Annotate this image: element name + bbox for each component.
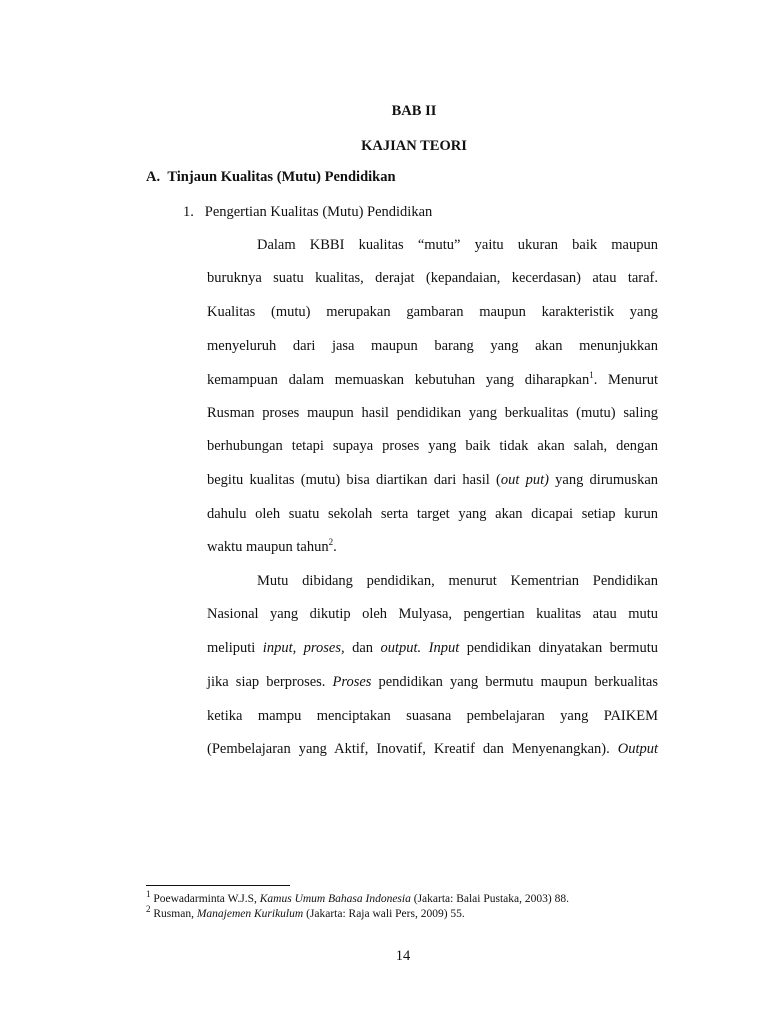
footnote-2 [146, 904, 465, 921]
paragraph-line [207, 469, 658, 491]
footnote-author: Rusman, [150, 908, 197, 920]
footnote-number: 2 [146, 904, 151, 915]
page-number: 14 [395, 948, 411, 964]
line-text: meliputi [207, 640, 263, 656]
footnote-separator [146, 885, 290, 886]
subsection-marker: 1. [183, 204, 194, 220]
section-heading-text: Tinjaun Kualitas (Mutu) Pendidikan [167, 169, 396, 185]
footnote-work: Kamus Umum Bahasa Indonesia [259, 893, 411, 905]
subsection-heading-text: Pengertian Kualitas (Mutu) Pendidikan [204, 204, 433, 220]
line-text: begitu kualitas (mutu) bisa diartikan dari hasil ( [207, 472, 501, 488]
footnote-details: (Jakarta: Raja wali Pers, 2009) 55. [303, 908, 465, 920]
line-text: . [333, 539, 337, 555]
paragraph-line: berhubungan tetapi supaya proses yang baik tidak akan salah, dengan [207, 438, 658, 454]
paragraph-line [207, 671, 658, 693]
footnote-ref-1[interactable]: 1 [589, 370, 594, 381]
line-text: jika siap berproses. [207, 674, 333, 690]
paragraph-line: menyeluruh dari jasa maupun barang yang akan menunjukkan [207, 338, 658, 354]
paragraph-line: ketika mampu menciptakan suasana pembelajaran yang PAIKEM [207, 708, 658, 724]
line-text: kemampuan dalam memuaskan kebutuhan yang diharapkan [207, 372, 590, 388]
italic-term: input, proses, [262, 640, 345, 656]
footnote-number: 1 [146, 889, 151, 900]
paragraph-line: buruknya suatu kualitas, derajat (kepandaian, kecerdasan) atau taraf. [207, 270, 658, 286]
subsection-heading [183, 204, 432, 221]
footnote-details: (Jakarta: Balai Pustaka, 2003) 88. [410, 893, 569, 905]
italic-term: output. Input [380, 640, 460, 656]
chapter-title: KAJIAN TEORI [361, 138, 467, 154]
footnote-work: Manajemen Kurikulum [196, 908, 304, 920]
line-text: pendidikan yang bermutu maupun berkualitas [371, 674, 658, 690]
line-text: yang dirumuskan [548, 472, 659, 488]
section-heading [146, 169, 396, 186]
line-text: . Menurut [593, 372, 658, 388]
paragraph-line: dahulu oleh suatu sekolah serta target yang akan dicapai setiap kurun [207, 506, 658, 522]
paragraph-line: Nasional yang dikutip oleh Mulyasa, pengertian kualitas atau mutu [207, 606, 658, 622]
line-text: pendidikan dinyatakan bermutu [459, 640, 658, 656]
paragraph-line: Mutu dibidang pendidikan, menurut Kementrian Pendidikan [257, 573, 658, 589]
paragraph-line: Kualitas (mutu) merupakan gambaran maupun karakteristik yang [207, 304, 658, 320]
footnote-ref-2[interactable]: 2 [328, 537, 334, 548]
italic-term: Output [617, 741, 658, 757]
paragraph-line [207, 369, 658, 391]
footnote-author: Poewadarminta W.J.S, [150, 893, 260, 905]
line-text: waktu maupun tahun [207, 539, 329, 555]
italic-term: Proses [332, 674, 372, 690]
chapter-label: BAB II [391, 103, 437, 119]
line-text: dan [344, 640, 381, 656]
paragraph-line [207, 738, 658, 760]
paragraph-line [207, 637, 658, 659]
section-marker: A. [146, 169, 161, 185]
paragraph-line: Rusman proses maupun hasil pendidikan yang berkualitas (mutu) saling [207, 405, 658, 421]
italic-term: out put) [500, 472, 549, 488]
paragraph-line [207, 536, 658, 558]
footnote-1 [146, 889, 569, 906]
paragraph-line: Dalam KBBI kualitas “mutu” yaitu ukuran baik maupun [257, 237, 658, 253]
line-text: (Pembelajaran yang Aktif, Inovatif, Kreatif dan Menyenangkan). [207, 741, 618, 757]
